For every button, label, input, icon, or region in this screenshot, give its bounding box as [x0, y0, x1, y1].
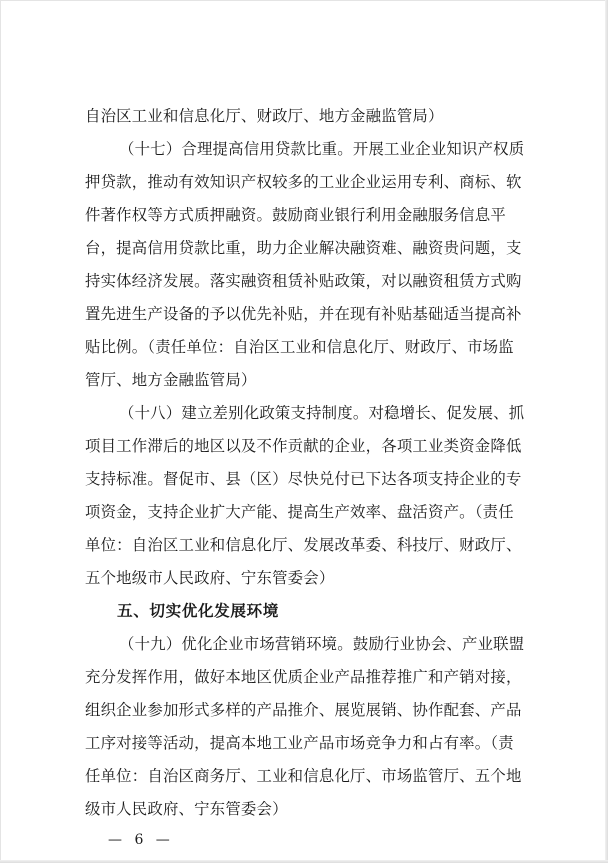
section-heading: 五、切实优化发展环境	[117, 602, 279, 620]
text-line-13: 项资金，支持企业扩大产能、提高生产效率、盘活资产。（责任	[85, 503, 514, 521]
text-line-10: （十八）建立差别化政策支持制度。对稳增长、促发展、抓	[119, 404, 525, 422]
text-line-4: 件著作权等方式质押融资。鼓励商业银行利用金融服务信息平	[85, 206, 506, 224]
text-line-19: 组织企业参加形式多样的产品推介、展览展销、协作配套、产品	[85, 701, 522, 719]
text-line-3: 押贷款，推动有效知识产权较多的工业企业运用专利、商标、软	[85, 173, 522, 191]
text-line-22: 级市人民政府、宁东管委会）	[85, 800, 288, 818]
text-line-7: 置先进生产设备的予以优先补贴，并在现有补贴基础适当提高补	[85, 305, 522, 323]
text-line-9: 管厅、地方金融监管局）	[85, 371, 257, 389]
text-line-20: 工序对接等活动，提高本地工业产品市场竞争力和占有率。（责	[85, 734, 514, 752]
text-line-11: 项目工作滞后的地区以及不作贡献的企业，各项工业类资金降低	[85, 437, 522, 455]
page-number: — 6 —	[108, 832, 174, 848]
text-line-2: （十七）合理提高信用贷款比重。开展工业企业知识产权质	[119, 140, 525, 158]
text-line-14: 单位：自治区工业和信息化厅、发展改革委、科技厅、财政厅、	[85, 536, 522, 554]
text-line-5: 台，提高信用贷款比重，助力企业解决融资难、融资贵问题，支	[85, 239, 522, 257]
text-line-8: 贴比例。（责任单位：自治区工业和信息化厅、财政厅、市场监	[85, 338, 514, 356]
text-line-12: 支持标准。督促市、县（区）尽快兑付已下达各项支持企业的专	[85, 470, 522, 488]
text-line-1: 自治区工业和信息化厅、财政厅、地方金融监管局）	[85, 107, 444, 125]
text-line-15: 五个地级市人民政府、宁东管委会）	[85, 569, 335, 587]
text-line-18: 充分发挥作用，做好本地区优质企业产品推荐推广和产销对接，	[85, 668, 522, 686]
text-line-6: 持实体经济发展。落实融资租赁补贴政策，对以融资租赁方式购	[85, 272, 522, 290]
text-line-21: 任单位：自治区商务厅、工业和信息化厅、市场监管厅、五个地	[85, 767, 522, 785]
text-line-17: （十九）优化企业市场营销环境。鼓励行业协会、产业联盟	[119, 635, 525, 653]
